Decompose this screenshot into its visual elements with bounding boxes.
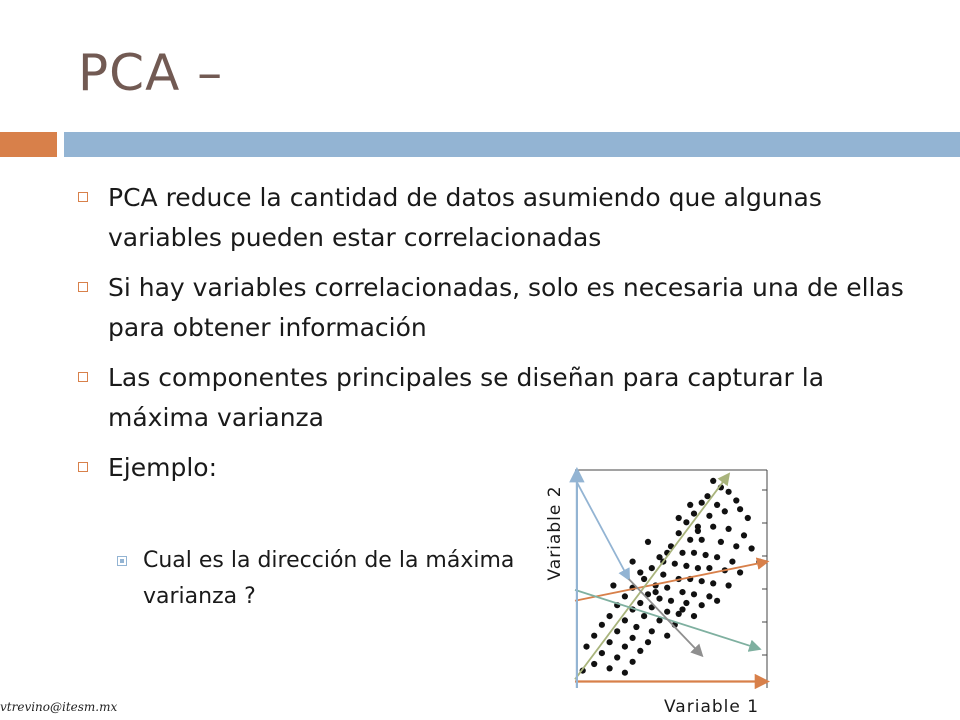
bullet-item [78,268,908,348]
data-point [630,559,636,565]
data-point [714,554,720,560]
data-point [607,613,613,619]
data-point [660,572,666,578]
bullet-text: PCA reduce la cantidad de datos asumiendo que algunas variables pueden estar correlacionadas [108,183,822,252]
data-point [656,596,662,602]
sub-bullet-item [115,543,515,615]
data-point [672,561,678,567]
data-point [614,654,620,660]
data-point [633,624,639,630]
data-point [641,576,647,582]
data-point [610,582,616,588]
data-point [706,593,712,599]
data-point [683,519,689,525]
bullet-list [78,178,908,498]
data-point [737,506,743,512]
data-point [691,591,697,597]
data-point [649,565,655,571]
data-point [679,550,685,556]
sub-bullet-list [115,543,515,615]
data-point [710,478,716,484]
pca-scatter-plot [565,462,775,698]
data-point [691,613,697,619]
data-point [664,609,670,615]
data-point [729,559,735,565]
data-point [741,532,747,538]
chart-y-axis-label: Variable 2 [545,485,565,581]
data-point [622,644,628,650]
data-point [699,602,705,608]
data-point [745,515,751,521]
data-point [649,628,655,634]
data-point [714,502,720,508]
title-divider-bar [64,132,960,157]
data-point [726,489,732,495]
bullet-item [78,178,908,258]
data-point [714,598,720,604]
data-point [695,565,701,571]
data-point [726,526,732,532]
data-point [630,659,636,665]
data-point [653,589,659,595]
data-point [679,589,685,595]
bullet-text: Las componentes principales se diseñan para capturar la máxima varianza [108,363,825,432]
data-point [683,563,689,569]
data-point [706,565,712,571]
data-point [637,600,643,606]
data-point [687,537,693,543]
data-point [710,580,716,586]
data-point [645,639,651,645]
data-point [699,537,705,543]
data-point [676,530,682,536]
direction-arrow [575,562,767,601]
data-point [737,569,743,575]
filled-square-bullet-icon [117,556,127,566]
data-point [687,502,693,508]
data-point [664,633,670,639]
bullet-item [78,358,908,438]
data-point [691,511,697,517]
data-point [607,639,613,645]
data-point [622,670,628,676]
chart-x-axis-label: Variable 1 [664,697,760,717]
square-bullet-icon [78,282,88,292]
data-point [699,578,705,584]
data-point [722,508,728,514]
square-bullet-icon [78,462,88,472]
data-point [614,628,620,634]
data-point [679,606,685,612]
data-point [703,552,709,558]
slide-title: PCA – [78,44,224,102]
footer-email: vtrevino@itesm.mx [0,700,118,714]
square-bullet-icon [78,372,88,382]
data-point [622,617,628,623]
bullet-item [78,448,908,488]
data-point [733,543,739,549]
data-point [718,539,724,545]
direction-arrow [629,579,702,655]
data-point [630,635,636,641]
title-accent-bar [0,132,57,157]
data-point [676,515,682,521]
data-point [664,585,670,591]
data-point [591,661,597,667]
data-point [637,569,643,575]
bullet-text: Ejemplo: [108,453,218,482]
data-point [583,644,589,650]
data-point [591,633,597,639]
data-point [607,665,613,671]
direction-arrow [575,479,629,579]
data-point [749,545,755,551]
data-point [599,650,605,656]
data-point [733,497,739,503]
data-point [622,593,628,599]
bullet-text: Si hay variables correlacionadas, solo es necesaria una de ellas para obtener información [108,273,904,342]
sub-bullet-text: Cual es la dirección de la máxima varianza ? [143,548,515,609]
data-point [695,528,701,534]
data-point [641,613,647,619]
direction-arrow [575,474,729,679]
data-point [599,622,605,628]
data-point [645,539,651,545]
data-point [726,582,732,588]
data-point [706,513,712,519]
data-point [637,648,643,654]
data-point [683,600,689,606]
data-point [699,500,705,506]
data-point [668,598,674,604]
data-point [691,550,697,556]
data-point [710,524,716,530]
square-bullet-icon [78,192,88,202]
